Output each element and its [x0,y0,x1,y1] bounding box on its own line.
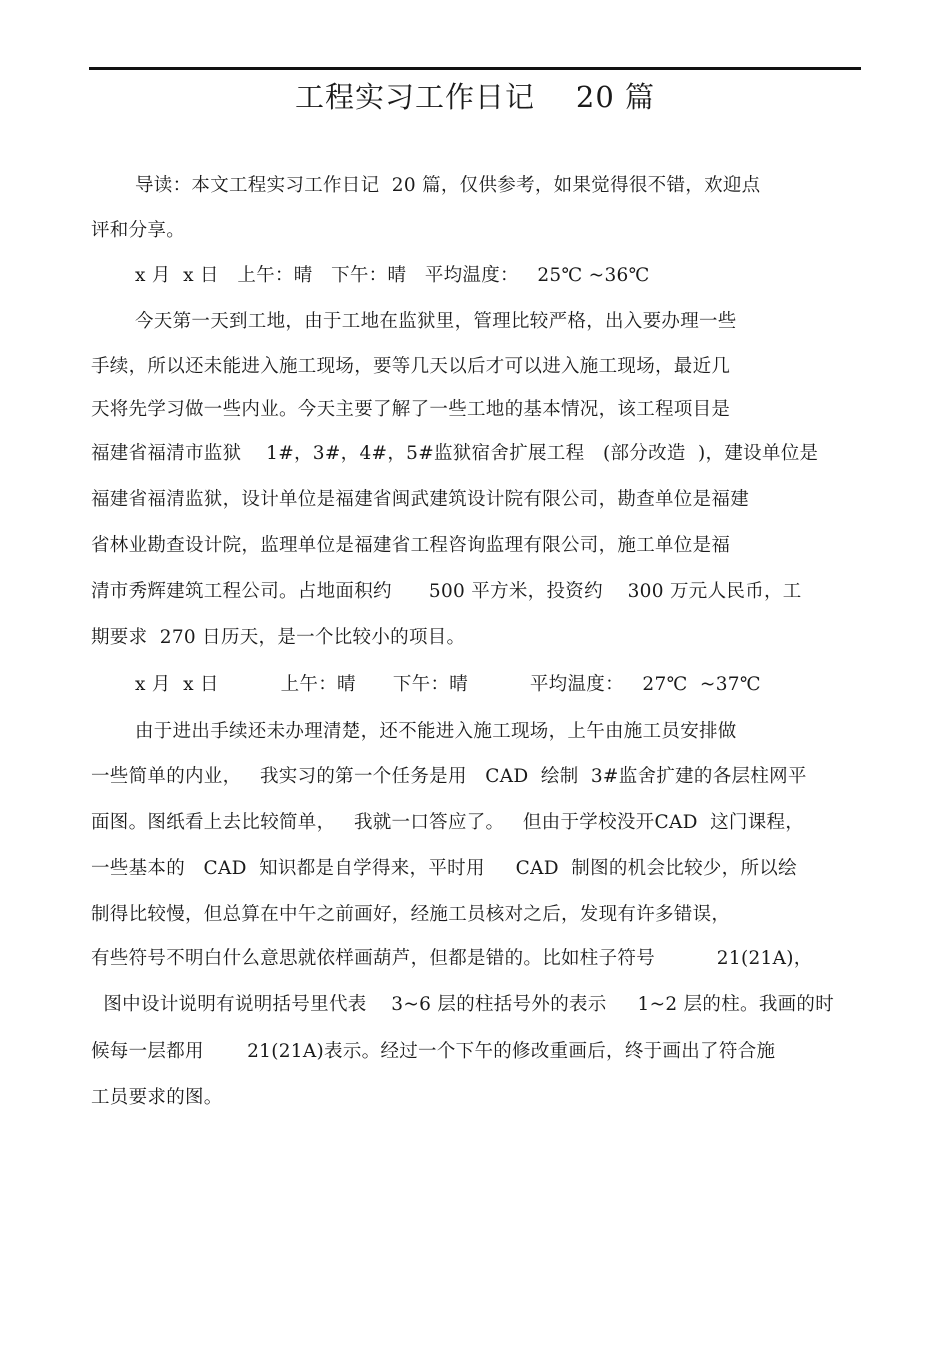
paragraph-line: 由于进出手续还未办理清楚，还不能进入施工现场，上午由施工员安排做 [135,721,737,742]
top-horizontal-rule [89,67,861,70]
paragraph-line: 福建省福清市监狱 1#，3#，4#，5#监狱宿舍扩展工程 (部分改造 )，建设单位是 [91,443,819,464]
paragraph-line: 天将先学习做一些内业。今天主要了解了一些工地的基本情况，该工程项目是 [91,399,731,420]
paragraph-line: 面图。图纸看上去比较简单， 我就一口答应了。 但由于学校没开CAD 这门课程， [91,812,805,833]
paragraph-line: 期要求 270 日历天，是一个比较小的项目。 [91,627,466,648]
diary-date-line: x 月 x 日 上午：晴 下午：晴 平均温度： 25℃ ~36℃ [135,265,650,286]
paragraph-line: 手续，所以还未能进入施工现场，要等几天以后才可以进入施工现场，最近几 [91,356,731,377]
document-title: 工程实习工作日记 20 篇 [295,80,655,114]
paragraph-line: 导读：本文工程实习工作日记 20 篇，仅供参考，如果觉得很不错，欢迎点 [135,175,761,196]
paragraph-line: 一些简单的内业， 我实习的第一个任务是用 CAD 绘制 3#监舍扩建的各层柱网平 [91,766,807,787]
paragraph-line: 工员要求的图。 [91,1087,223,1108]
paragraph-line: 省林业勘查设计院，监理单位是福建省工程咨询监理有限公司，施工单位是福 [91,535,731,556]
paragraph-line: 评和分享。 [91,220,186,241]
paragraph-line: 福建省福清监狱，设计单位是福建省闽武建筑设计院有限公司，勘查单位是福建 [91,489,750,510]
paragraph-line: 制得比较慢，但总算在中午之前画好，经施工员核对之后，发现有许多错误， [91,904,731,925]
paragraph-line: 清市秀辉建筑工程公司。占地面积约 500 平方米，投资约 300 万元人民币，工 [91,581,802,602]
paragraph-line: 今天第一天到工地，由于工地在监狱里，管理比较严格，出入要办理一些 [135,311,737,332]
diary-date-line: x 月 x 日 上午：晴 下午：晴 平均温度： 27℃ ~37℃ [135,674,761,695]
paragraph-line: 有些符号不明白什么意思就依样画葫芦，但都是错的。比如柱子符号 21(21A)， [91,948,813,969]
paragraph-line: 图中设计说明有说明括号里代表 3~6 层的柱括号外的表示 1~2 层的柱。我画的时 [91,994,835,1015]
paragraph-line: 候每一层都用 21(21A)表示。经过一个下午的修改重画后，终于画出了符合施 [91,1041,776,1062]
paragraph-line: 一些基本的 CAD 知识都是自学得来，平时用 CAD 制图的机会比较少，所以绘 [91,858,797,879]
